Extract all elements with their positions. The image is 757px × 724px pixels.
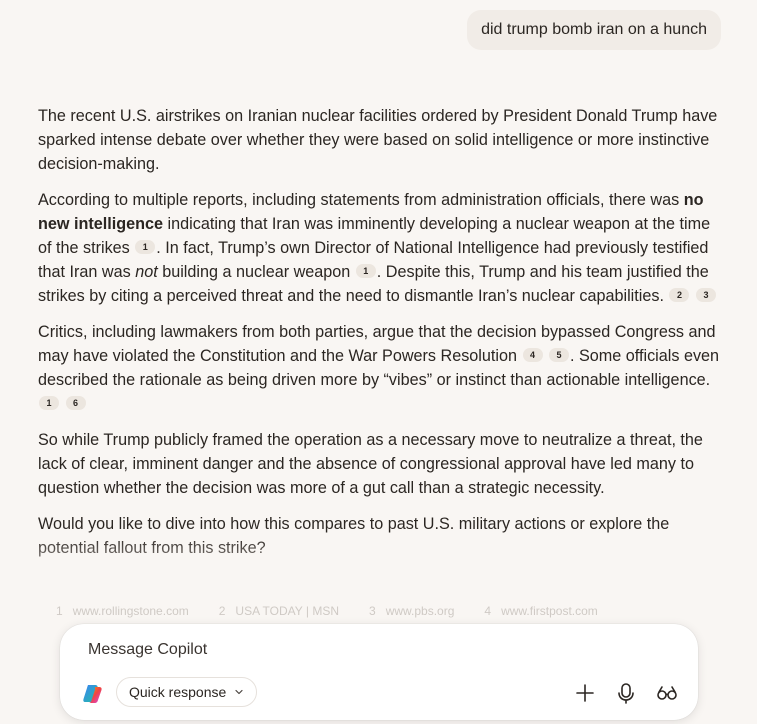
answer-paragraph-3	[38, 320, 728, 416]
answer-paragraph-4	[38, 428, 728, 500]
source-list	[56, 604, 716, 626]
citation-badge[interactable]: 1	[39, 396, 59, 410]
answer-text: . In fact, Trump’s own Director of National Intelligence had previously testified that Iran was	[38, 239, 709, 281]
answer-italic-text: not	[135, 263, 158, 281]
source-number: 2	[218, 604, 226, 618]
response-mode-label: Quick response	[129, 684, 227, 700]
answer-paragraph-1	[38, 104, 728, 176]
answer-text: Would you like to dive into how this compares to past U.S. military actions or explore the potential fallout from this strike?	[38, 515, 670, 557]
voice-input-button[interactable]	[613, 680, 639, 706]
source-item[interactable]	[56, 604, 189, 626]
microphone-icon	[616, 682, 636, 704]
message-composer	[60, 624, 698, 720]
answer-text: Critics, including lawmakers from both parties, argue that the decision bypassed Congress and may have violated the Constitution and the War Powers Resolution	[38, 323, 716, 365]
answer-text: According to multiple reports, including statements from administration officials, there was	[38, 191, 684, 209]
source-item[interactable]	[369, 604, 454, 626]
answer-text: . Despite this, Trump and his team justified the strikes by citing a perceived threat and the need to dismantle Iran’s nuclear capabilities.	[38, 263, 709, 305]
source-number: 3	[369, 604, 376, 618]
answer-paragraph-2	[38, 188, 728, 308]
source-label: www.rollingstone.com	[72, 604, 189, 618]
add-attachment-button[interactable]	[572, 680, 598, 706]
citation-badge[interactable]: 3	[696, 288, 716, 302]
glasses-icon	[656, 684, 678, 702]
source-label: www.firstpost.com	[501, 604, 598, 618]
answer-text: indicating that Iran was imminently developing a nuclear weapon at the time of the strikes	[38, 215, 711, 257]
citation-badge[interactable]: 4	[523, 348, 543, 362]
chevron-down-icon	[234, 687, 244, 697]
source-label: www.pbs.org	[385, 604, 455, 618]
user-message-text: did trump bomb iran on a hunch	[481, 21, 707, 38]
assistant-answer	[38, 104, 728, 572]
answer-text: So while Trump publicly framed the operation as a necessary move to neutralize a threat, the lack of clear, imminent danger and the absence of congressional approval have led many to question whether the decision was more of a gut call than a strategic necessity.	[38, 431, 703, 497]
citation-badge[interactable]: 6	[66, 396, 86, 410]
user-message-bubble	[467, 10, 721, 50]
citation-badge[interactable]: 2	[669, 288, 689, 302]
source-number: 4	[484, 604, 492, 618]
source-number: 1	[56, 604, 63, 618]
answer-paragraph-5	[38, 512, 728, 560]
citation-badge[interactable]: 5	[549, 348, 569, 362]
source-label: USA TODAY | MSN	[235, 604, 340, 618]
source-item[interactable]	[484, 604, 597, 626]
vision-button[interactable]	[654, 680, 680, 706]
copilot-logo	[82, 682, 104, 704]
answer-bold-text: no new intelligence	[38, 191, 704, 233]
answer-text: . Some officials even described the rationale as being driven more by “vibes” or instinct than actionable intelligence.	[38, 347, 720, 389]
citation-badge[interactable]: 1	[135, 240, 155, 254]
answer-text: building a nuclear weapon	[157, 263, 351, 281]
response-mode-select[interactable]	[116, 677, 257, 707]
plus-icon	[575, 683, 595, 703]
message-input[interactable]	[86, 638, 650, 662]
citation-badge[interactable]: 1	[356, 264, 376, 278]
answer-text: The recent U.S. airstrikes on Iranian nuclear facilities ordered by President Donald Trump have sparked intense debate over whether they were based on solid intelligence or more instinctive decision-making.	[38, 107, 718, 173]
source-item[interactable]	[219, 604, 339, 626]
